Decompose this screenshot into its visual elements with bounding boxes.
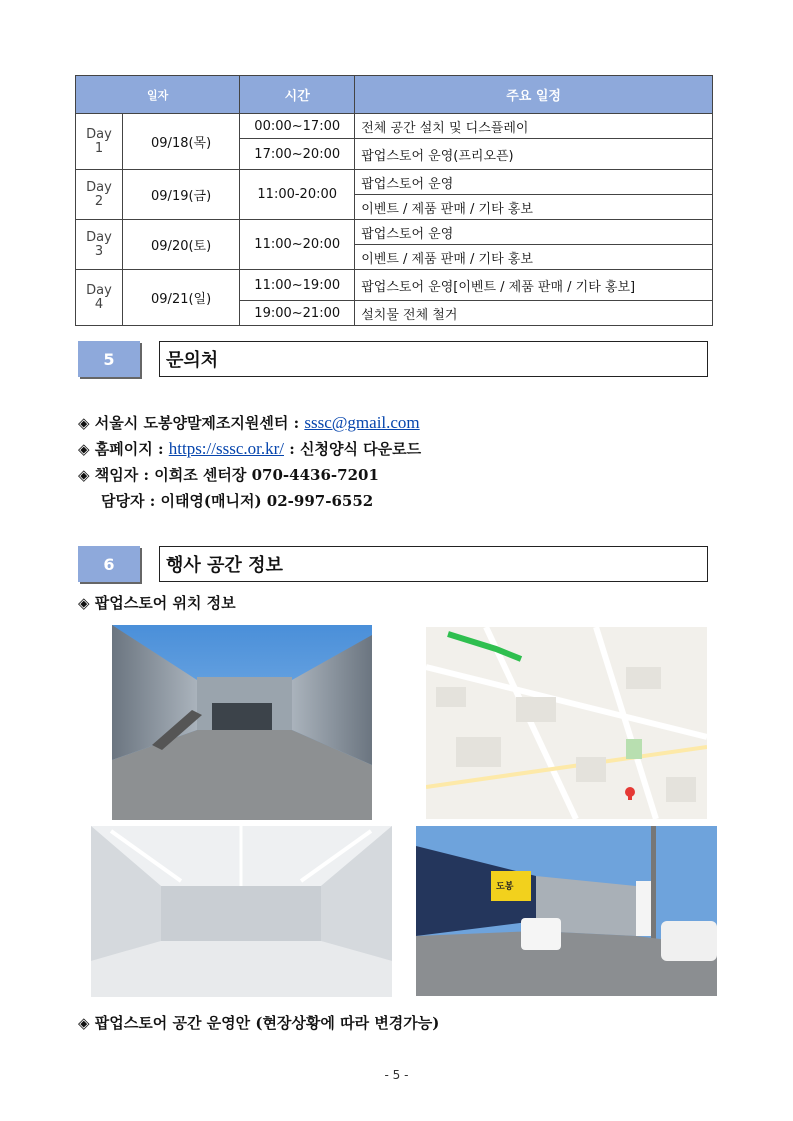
homepage-label: 홈페이지 : <box>94 440 164 458</box>
location-map <box>426 627 707 819</box>
operation-heading <box>78 1012 439 1033</box>
event-cell: 팝업스토어 운영 <box>355 170 713 195</box>
table-row <box>76 114 713 139</box>
date-cell: 09/18(목) <box>123 114 240 170</box>
section-number: 6 <box>78 546 140 582</box>
email-link[interactable]: sssc@gmail.com <box>304 413 420 432</box>
date-cell: 09/20(토) <box>123 220 240 270</box>
time-cell: 19:00~21:00 <box>240 301 355 326</box>
event-cell: 설치물 전체 철거 <box>355 301 713 326</box>
date-cell: 09/19(금) <box>123 170 240 220</box>
event-cell: 팝업스토어 운영(프리오픈) <box>355 139 713 170</box>
day-cell: Day 2 <box>76 170 123 220</box>
header-schedule: 주요 일정 <box>355 76 713 114</box>
table-row <box>76 220 713 245</box>
homepage-line <box>78 438 421 459</box>
operation-label: 팝업스토어 공간 운영안 (현장상황에 따라 변경가능) <box>94 1014 440 1032</box>
event-cell: 전체 공간 설치 및 디스플레이 <box>355 114 713 139</box>
diamond-icon: ◈ <box>78 594 90 612</box>
time-cell: 00:00~17:00 <box>240 114 355 139</box>
exterior-courtyard-photo <box>112 625 372 820</box>
section-title: 행사 공간 정보 <box>159 546 708 582</box>
diamond-icon: ◈ <box>78 1014 90 1032</box>
time-cell: 11:00~20:00 <box>240 220 355 270</box>
staff-line <box>101 490 373 511</box>
table-row <box>76 170 713 195</box>
date-cell: 09/21(일) <box>123 270 240 326</box>
header-time: 시간 <box>240 76 355 114</box>
table-header-row <box>76 76 713 114</box>
interior-photo <box>91 826 392 997</box>
staff-text: 담당자 : 이태영(매니저) 02-997-6552 <box>101 492 374 510</box>
homepage-link[interactable]: https://sssc.or.kr/ <box>168 439 284 458</box>
street-exterior-photo <box>416 826 717 996</box>
day-cell: Day 3 <box>76 220 123 270</box>
event-cell: 이벤트 / 제품 판매 / 기타 홍보 <box>355 195 713 220</box>
event-cell: 팝업스토어 운영 <box>355 220 713 245</box>
day-cell: Day 4 <box>76 270 123 326</box>
schedule-table <box>75 75 713 326</box>
time-cell: 11:00~19:00 <box>240 270 355 301</box>
time-cell: 11:00-20:00 <box>240 170 355 220</box>
location-heading <box>78 592 236 613</box>
day-cell: Day 1 <box>76 114 123 170</box>
contact-center-line <box>78 412 420 433</box>
diamond-icon: ◈ <box>78 466 90 484</box>
section-title: 문의처 <box>159 341 708 377</box>
time-cell: 17:00~20:00 <box>240 139 355 170</box>
location-label: 팝업스토어 위치 정보 <box>94 594 236 612</box>
diamond-icon: ◈ <box>78 440 90 458</box>
diamond-icon: ◈ <box>78 414 90 432</box>
homepage-suffix: : 신청양식 다운로드 <box>289 440 422 458</box>
page-number: - 5 - <box>384 1068 409 1082</box>
table-row <box>76 270 713 301</box>
manager-text: 책임자 : 이희조 센터장 070-4436-7201 <box>94 466 379 484</box>
store-sign-text: 도봉 <box>496 882 514 892</box>
center-label: 서울시 도봉양말제조지원센터 : <box>94 414 300 432</box>
manager-line <box>78 464 379 485</box>
event-cell: 팝업스토어 운영[이벤트 / 제품 판매 / 기타 홍보] <box>355 270 713 301</box>
event-cell: 이벤트 / 제품 판매 / 기타 홍보 <box>355 245 713 270</box>
header-date: 일자 <box>76 76 240 114</box>
section-number: 5 <box>78 341 140 377</box>
